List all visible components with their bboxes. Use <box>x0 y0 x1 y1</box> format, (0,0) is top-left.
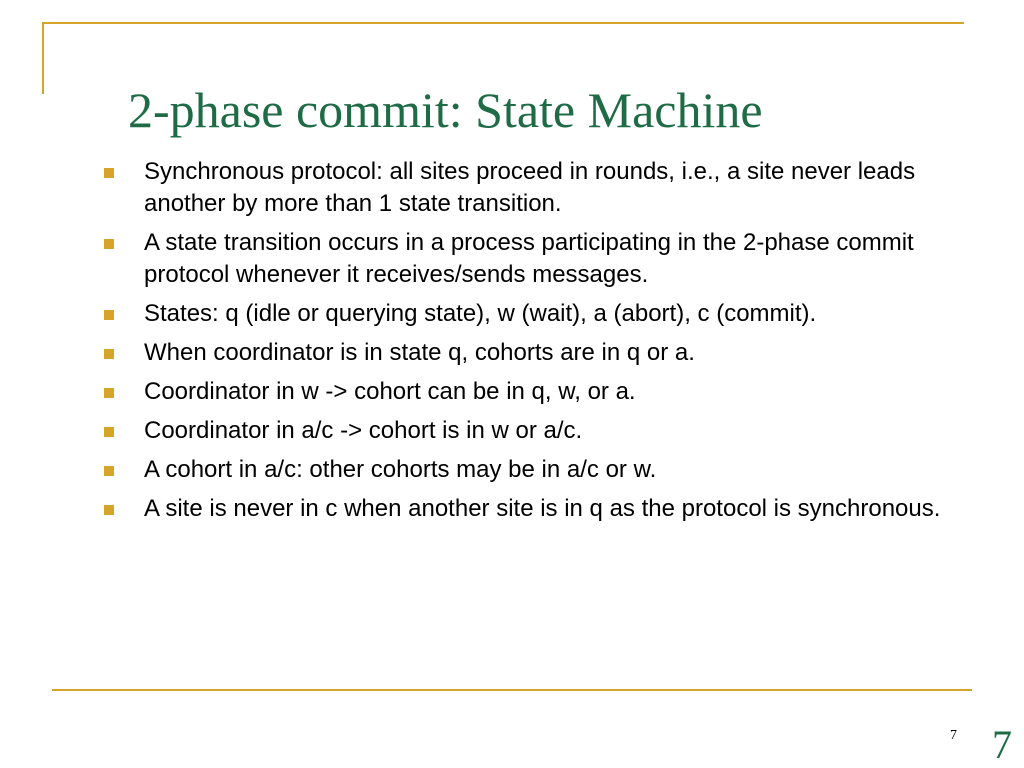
square-bullet-icon <box>104 310 114 320</box>
square-bullet-icon <box>104 388 114 398</box>
bullet-item <box>104 227 984 291</box>
square-bullet-icon <box>104 168 114 178</box>
square-bullet-icon <box>104 349 114 359</box>
bullet-item <box>104 298 984 330</box>
bullet-text: States: q (idle or querying state), w (wait), a (abort), c (commit). <box>144 300 817 327</box>
bullet-text: A site is never in c when another site is in q as the protocol is synchronous. <box>144 495 941 522</box>
bullet-text: Coordinator in a/c -> cohort is in w or a/c. <box>144 417 583 444</box>
page-number: 7 <box>950 728 957 743</box>
square-bullet-icon <box>104 427 114 437</box>
square-bullet-icon <box>104 505 114 515</box>
bullet-text: A cohort in a/c: other cohorts may be in a/c or w. <box>144 456 657 483</box>
bullet-text: A state transition occurs in a process participating in the 2-phase commit protocol whenever it receives/sends messages. <box>144 229 914 288</box>
square-bullet-icon <box>104 239 114 249</box>
bullet-text: Synchronous protocol: all sites proceed in rounds, i.e., a site never leads another by more than 1 state transition. <box>144 158 916 217</box>
bullet-list <box>104 156 984 532</box>
square-bullet-icon <box>104 466 114 476</box>
bullet-item <box>104 493 984 525</box>
bullet-item <box>104 376 984 408</box>
bullet-text: Coordinator in w -> cohort can be in q, w, or a. <box>144 378 636 405</box>
slide-title: 2-phase commit: State Machine <box>128 82 763 138</box>
bullet-item <box>104 415 984 447</box>
bullet-item <box>104 337 984 369</box>
bullet-item <box>104 454 984 486</box>
footer-rule <box>52 689 972 691</box>
frame-top-rule <box>42 22 964 24</box>
bullet-text: When coordinator is in state q, cohorts are in q or a. <box>144 339 695 366</box>
bullet-item <box>104 156 984 220</box>
frame-left-rule <box>42 22 44 94</box>
slide-number: 7 <box>992 722 1012 767</box>
